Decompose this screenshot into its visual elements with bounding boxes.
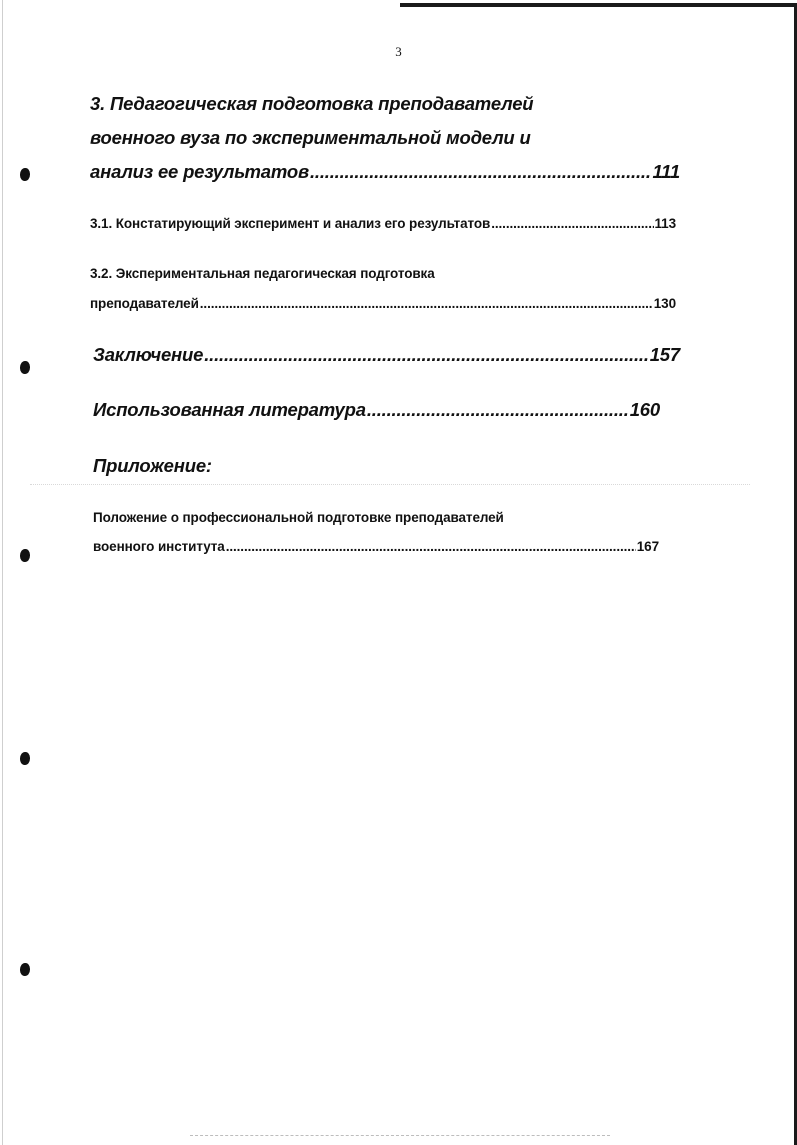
section-3-title-line-2: военного вуза по экспериментальной модели и: [90, 127, 531, 148]
section-3-title-line-1: 3. Педагогическая подготовка преподавателей: [90, 93, 534, 114]
references-page: 160: [629, 399, 660, 420]
sub-3-2-title-line-2: преподавателей: [90, 296, 199, 311]
scan-border-left: [2, 0, 3, 1145]
sub-3-1-page: 113: [654, 216, 676, 231]
toc-entry-3-1[interactable]: [90, 216, 676, 231]
punch-hole-mark: [20, 549, 30, 562]
punch-hole-mark: [20, 168, 30, 181]
toc-entry-section-3[interactable]: [90, 161, 680, 183]
leader-dots: [310, 161, 652, 183]
appendix-item-line-1: Положение о профессиональной подготовке преподавателей: [93, 510, 504, 525]
scan-border-bottom: [190, 1135, 610, 1137]
appendix-title: Приложение:: [93, 455, 212, 476]
toc-entry-references[interactable]: [93, 399, 660, 421]
punch-hole-mark: [20, 752, 30, 765]
punch-hole-mark: [20, 361, 30, 374]
leader-dots: [491, 216, 653, 231]
toc-entry-conclusion[interactable]: [93, 344, 680, 366]
conclusion-title: Заключение: [93, 344, 204, 365]
punch-hole-mark: [20, 963, 30, 976]
conclusion-page: 157: [649, 344, 680, 365]
section-3-title-line-3: анализ ее результатов: [90, 161, 309, 182]
leader-dots: [200, 296, 653, 311]
leader-dots: [226, 539, 636, 554]
scan-border-top: [400, 3, 797, 7]
section-3-page: 111: [652, 161, 680, 182]
toc-entry-appendix[interactable]: [93, 539, 659, 554]
sub-3-1-title: 3.1. Констатирующий эксперимент и анализ его результатов: [90, 216, 491, 231]
toc-entry-3-2[interactable]: [90, 296, 676, 311]
leader-dots: [204, 344, 649, 366]
sub-3-2-page: 130: [653, 296, 676, 311]
page-number: 3: [395, 44, 402, 59]
leader-dots: [367, 399, 629, 421]
appendix-page: 167: [636, 539, 659, 554]
appendix-item-line-2: военного института: [93, 539, 225, 554]
scan-speckles: [30, 484, 750, 497]
references-title: Использованная литература: [93, 399, 366, 420]
sub-3-2-title-line-1: 3.2. Экспериментальная педагогическая подготовка: [90, 266, 435, 281]
